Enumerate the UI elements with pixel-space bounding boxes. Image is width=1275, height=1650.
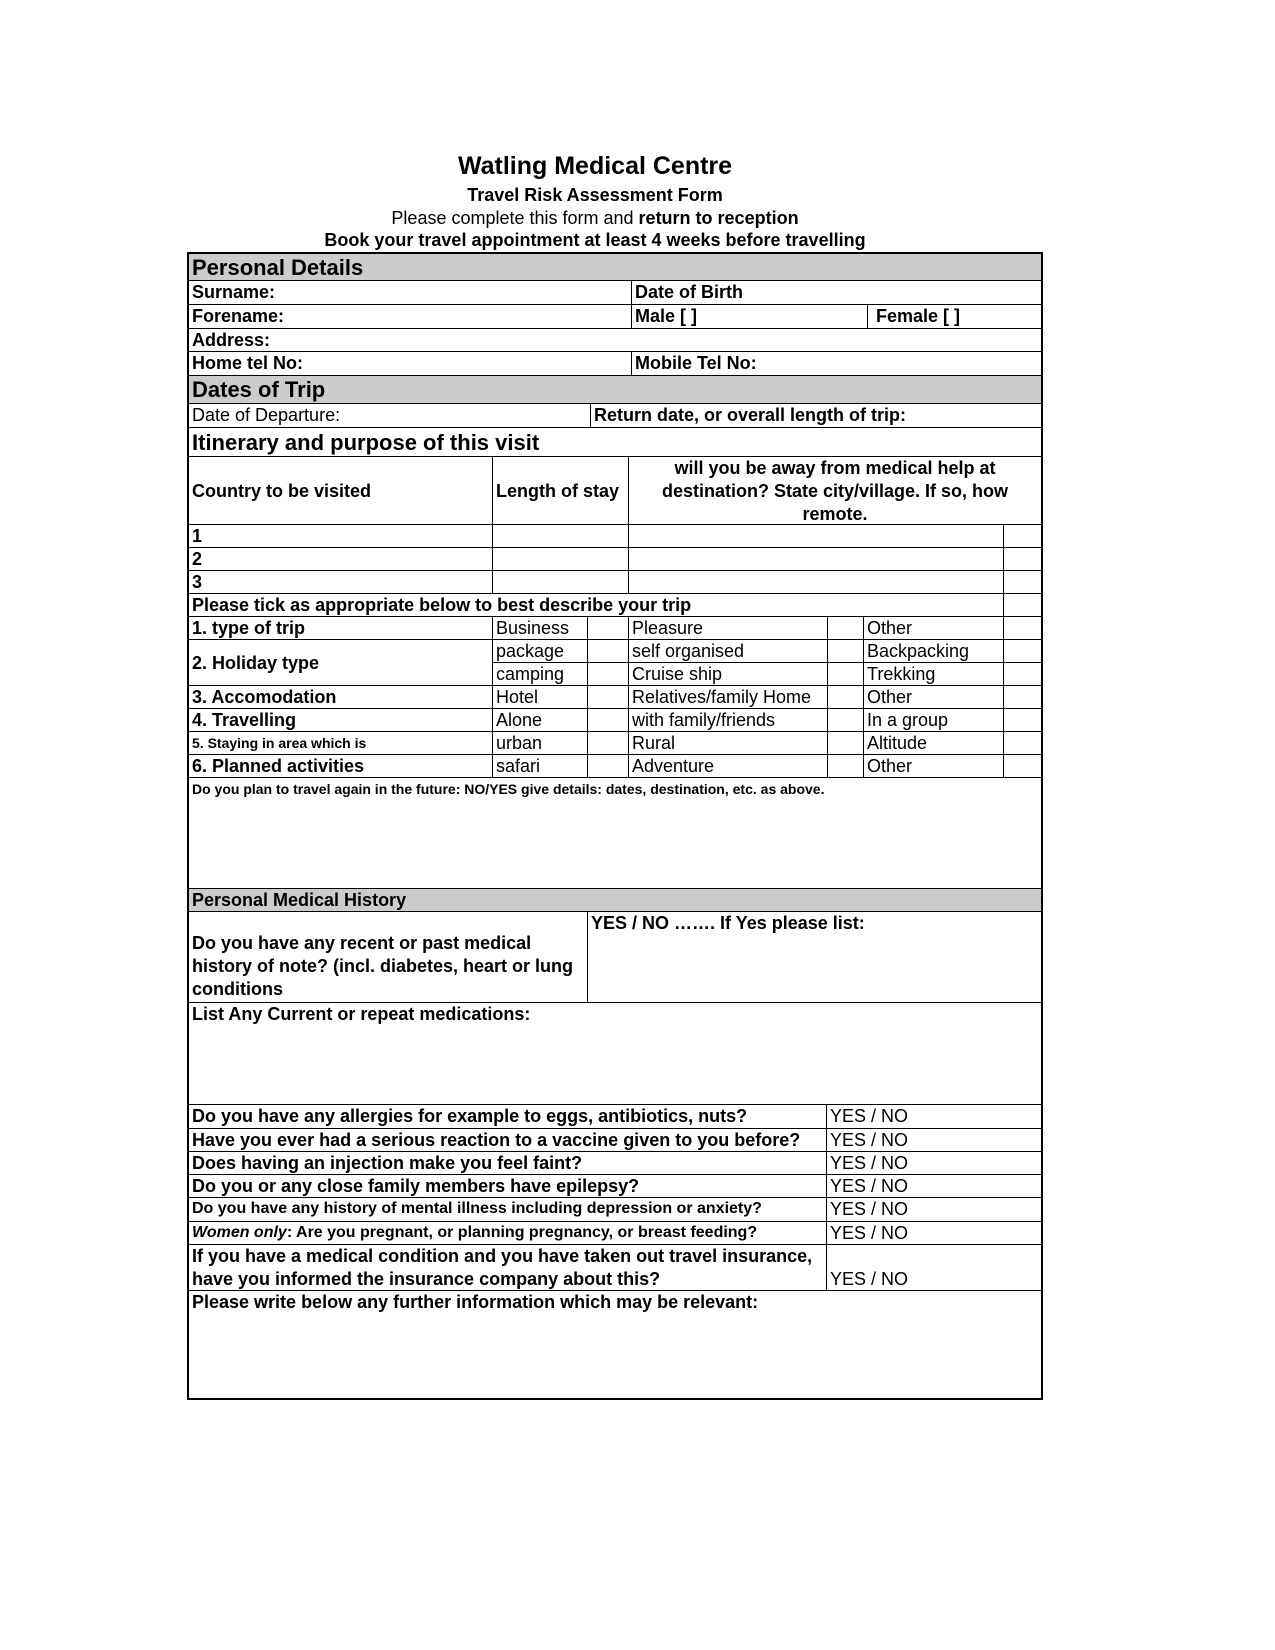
form-subtitle: Travel Risk Assessment Form: [467, 185, 723, 205]
length-of-stay-cell[interactable]: [492, 571, 628, 593]
tick-box[interactable]: [587, 617, 628, 639]
tick-row-holiday-b: [189, 663, 1041, 686]
question-row-vaccine-reaction: [189, 1129, 1041, 1152]
row-forename: [189, 305, 1041, 329]
col-length-of-stay: Length of stay: [492, 457, 628, 524]
question-text: Do you or any close family members have epilepsy?: [192, 1176, 640, 1196]
length-of-stay-cell[interactable]: [492, 525, 628, 547]
tick-box[interactable]: [587, 732, 628, 754]
option-safari: safari: [492, 755, 587, 777]
home-tel-field[interactable]: Home tel No:: [192, 353, 304, 373]
spare-cell: [1003, 571, 1041, 593]
departure-date-field[interactable]: Date of Departure:: [192, 405, 341, 425]
tick-box[interactable]: [1003, 755, 1041, 777]
pregnancy-question: : Are you pregnant, or planning pregnancy, or breast feeding?: [286, 1224, 758, 1241]
forename-field[interactable]: Forename:: [192, 306, 285, 326]
tick-box[interactable]: [1003, 617, 1041, 639]
question-row-allergies: [189, 1105, 1041, 1129]
tick-box[interactable]: [1003, 640, 1041, 662]
tick-box[interactable]: [587, 640, 628, 662]
question-text: Do you have any allergies for example to eggs, antibiotics, nuts?: [192, 1106, 748, 1126]
option-package: package: [492, 640, 587, 662]
length-of-stay-cell[interactable]: [492, 548, 628, 570]
yes-no-answer[interactable]: YES / NO: [826, 1105, 1041, 1128]
tick-row-activities: [189, 755, 1041, 778]
option-hotel: Hotel: [492, 686, 587, 708]
tick-box[interactable]: [1003, 709, 1041, 731]
tick-row-label: 2. Holiday type: [192, 653, 320, 673]
dob-field[interactable]: Date of Birth: [631, 281, 1041, 304]
dates-heading: Dates of Trip: [192, 377, 326, 402]
instruction-bold: return to reception: [638, 208, 799, 228]
tick-box[interactable]: [1003, 663, 1041, 685]
row-trip-dates: [189, 404, 1041, 428]
section-dates-of-trip: [189, 376, 1041, 404]
row-address: [189, 329, 1041, 352]
booking-note: Book your travel appointment at least 4 weeks before travelling: [324, 230, 866, 250]
instruction-prefix: Please complete this form and: [391, 208, 639, 228]
tick-row-label: 5. Staying in area which is: [192, 735, 367, 751]
mobile-tel-field[interactable]: Mobile Tel No:: [631, 352, 1041, 375]
medical-history-question: Do you have any recent or past medical history of note? (incl. diabetes, heart or lung conditions: [192, 933, 574, 999]
tick-row-label: 3. Accomodation: [192, 687, 337, 707]
option-other: Other: [863, 617, 1003, 639]
tick-box[interactable]: [587, 686, 628, 708]
question-text: Have you ever had a serious reaction to a vaccine given to you before?: [192, 1130, 801, 1150]
male-checkbox[interactable]: Male [ ]: [631, 305, 867, 328]
tick-box[interactable]: [827, 640, 863, 662]
option-business: Business: [492, 617, 587, 639]
section-medical-history: [189, 889, 1041, 912]
question-row-pregnancy: [189, 1222, 1041, 1245]
future-travel-row: [189, 778, 1041, 889]
yes-no-answer[interactable]: YES / NO: [826, 1129, 1041, 1151]
yes-no-answer[interactable]: YES / NO: [826, 1175, 1041, 1197]
tick-box[interactable]: [827, 663, 863, 685]
option-trekking: Trekking: [863, 663, 1003, 685]
itinerary-row-1: [189, 525, 1041, 548]
yes-no-answer[interactable]: YES / NO: [826, 1222, 1041, 1244]
tick-box[interactable]: [827, 686, 863, 708]
option-self-organised: self organised: [628, 640, 827, 662]
option-cruise-ship: Cruise ship: [628, 663, 827, 685]
itinerary-row-2: [189, 548, 1041, 571]
address-field[interactable]: Address:: [192, 330, 271, 350]
female-checkbox[interactable]: Female [ ]: [867, 305, 1041, 328]
option-relatives-home: Relatives/family Home: [628, 686, 827, 708]
question-row-mental-illness: [189, 1198, 1041, 1222]
option-adventure: Adventure: [628, 755, 827, 777]
tick-prompt: Please tick as appropriate below to best describe your trip: [192, 595, 692, 615]
itinerary-heading: Itinerary and purpose of this visit: [192, 430, 540, 455]
spare-cell: [1003, 548, 1041, 570]
question-row-epilepsy: [189, 1175, 1041, 1198]
assessment-form: [187, 252, 1043, 1400]
row-telephone: [189, 352, 1041, 376]
col-remote: will you be away from medical help at destination? State city/village. If so, how remote.: [628, 457, 1041, 524]
tick-row-accommodation: [189, 686, 1041, 709]
option-backpacking: Backpacking: [863, 640, 1003, 662]
question-row-injection-faint: [189, 1152, 1041, 1175]
tick-box[interactable]: [827, 709, 863, 731]
question-text: Do you have any history of mental illness including depression or anxiety?: [192, 1200, 762, 1217]
yes-no-answer[interactable]: YES / NO: [826, 1152, 1041, 1174]
tick-row-label: 4. Travelling: [192, 710, 297, 730]
medical-history-row: [189, 912, 1041, 1003]
women-only-label: Women only: [192, 1224, 287, 1241]
itinerary-row-number[interactable]: 2: [192, 549, 203, 569]
medical-history-answer[interactable]: YES / NO ……. If Yes please list:: [587, 912, 1041, 1002]
question-row-insurance: [189, 1245, 1041, 1291]
question-text: Does having an injection make you feel faint?: [192, 1153, 583, 1173]
tick-box[interactable]: [1003, 686, 1041, 708]
question-text: If you have a medical condition and you have taken out travel insurance, have you informed the insurance company about this?: [192, 1246, 813, 1289]
tick-prompt-row: [189, 594, 1041, 617]
yes-no-answer[interactable]: YES / NO: [826, 1198, 1041, 1221]
option-urban: urban: [492, 732, 587, 754]
instruction-line: [0, 208, 1190, 229]
option-with-family: with family/friends: [628, 709, 827, 731]
return-date-field[interactable]: Return date, or overall length of trip:: [590, 404, 1041, 427]
personal-heading: Personal Details: [192, 255, 364, 280]
tick-row-holiday-a: [492, 640, 1041, 663]
tick-row-type-of-trip: [189, 617, 1041, 640]
further-info-field[interactable]: Please write below any further information which may be relevant:: [192, 1292, 759, 1312]
section-itinerary: [189, 428, 1041, 457]
option-alone: Alone: [492, 709, 587, 731]
spare-cell: [1003, 594, 1041, 616]
future-travel-field[interactable]: Do you plan to travel again in the future: NO/YES give details: dates, destination, etc. as above.: [192, 781, 825, 797]
remote-cell[interactable]: [628, 525, 1003, 547]
tick-box[interactable]: [827, 732, 863, 754]
option-in-a-group: In a group: [863, 709, 1003, 731]
option-pleasure: Pleasure: [628, 617, 827, 639]
option-other: Other: [863, 755, 1003, 777]
tick-row-label: 6. Planned activities: [192, 756, 365, 776]
itinerary-row-number[interactable]: 1: [192, 526, 203, 546]
medications-field[interactable]: List Any Current or repeat medications:: [192, 1004, 531, 1024]
tick-row-staying-area: [189, 732, 1041, 755]
yes-no-answer[interactable]: YES / NO: [826, 1245, 1041, 1290]
further-info-row: [189, 1291, 1041, 1398]
surname-field[interactable]: Surname:: [192, 282, 276, 302]
itinerary-row-number[interactable]: 3: [192, 572, 203, 592]
medications-row: [189, 1003, 1041, 1105]
remote-cell[interactable]: [628, 571, 1003, 593]
tick-box[interactable]: [587, 755, 628, 777]
itinerary-row-3: [189, 571, 1041, 594]
tick-box[interactable]: [587, 663, 628, 685]
option-other: Other: [863, 686, 1003, 708]
tick-row-label: 1. type of trip: [192, 618, 306, 638]
tick-box[interactable]: [827, 617, 863, 639]
option-rural: Rural: [628, 732, 827, 754]
remote-cell[interactable]: [628, 548, 1003, 570]
option-altitude: Altitude: [863, 732, 1003, 754]
option-camping: camping: [492, 663, 587, 685]
itinerary-column-headers: [189, 457, 1041, 525]
tick-box[interactable]: [1003, 732, 1041, 754]
section-personal-details: [189, 254, 1041, 281]
medical-heading: Personal Medical History: [192, 890, 407, 910]
question-text: [189, 1222, 826, 1244]
row-surname: [189, 281, 1041, 305]
spare-cell: [1003, 525, 1041, 547]
tick-row-travelling: [189, 709, 1041, 732]
tick-box[interactable]: [587, 709, 628, 731]
form-title: Watling Medical Centre: [457, 152, 733, 180]
col-country: Country to be visited: [192, 481, 372, 501]
tick-box[interactable]: [827, 755, 863, 777]
